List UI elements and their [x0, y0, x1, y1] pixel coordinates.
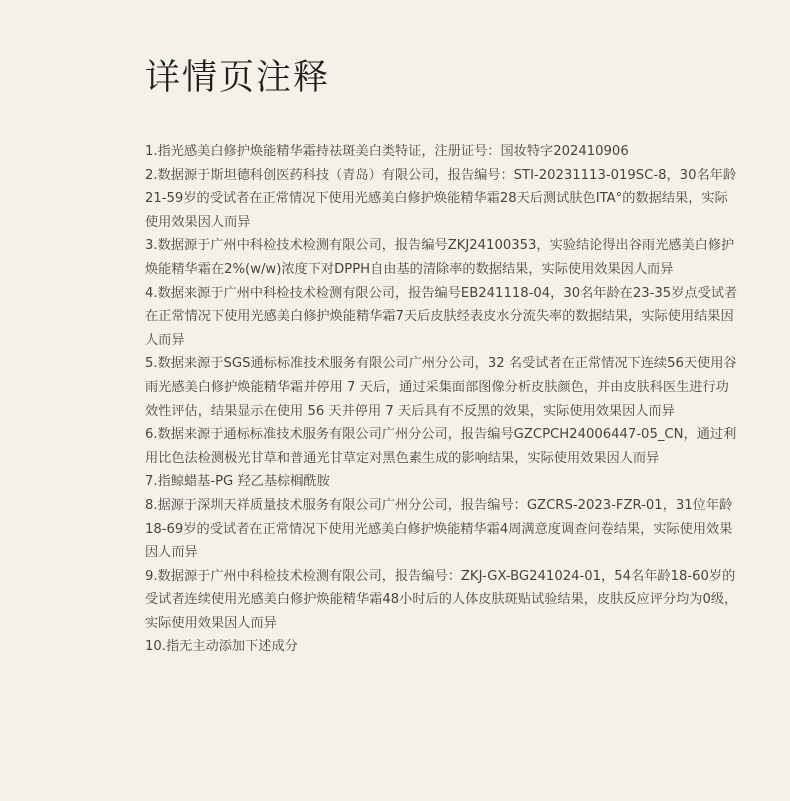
note-item-5: 5.数据来源于SGS通标标准技术服务有限公司广州分公司，32 名受试者在正常情况下连续56天使用谷雨光感美白修护焕能精华霜并停用 7 天后，通过采集面部图像分析皮肤颜色，并由皮肤科医生进行功效性评估，结果显示在使用 56 天并停用 7 天后具有不反黑的效果，实际使用效果因人而异	[145, 356, 737, 419]
note-item-8: 8.据源于深圳天祥质量技术服务有限公司广州分公司，报告编号：GZCRS-2023-FZR-01，31位年龄18-69岁的受试者在正常情况下使用光感美白修护焕能精华霜4周满意度调查问卷结果，实际使用效果因人而异	[145, 497, 733, 561]
note-item-9: 9.数据源于广州中科检技术检测有限公司，报告编号：ZKJ-GX-BG241024-01，54名年龄18-60岁的受试者连续使用光感美白修护焕能精华霜48小时后的人体皮肤斑贴试验结果，皮肤反应评分均为0级，实际使用效果因人而异	[145, 568, 738, 631]
notes-list	[145, 140, 740, 659]
note-item-2: 2.数据源于斯坦德科创医药科技（青岛）有限公司，报告编号：STI-20231113-019SC-8，30名年龄21-59岁的受试者在正常情况下使用光感美白修护焕能精华霜28天后测试肤色ITA°的数据结果，实际使用效果因人而异	[145, 167, 737, 230]
page-title: 详情页注释	[145, 58, 331, 98]
note-item-3: 3.数据源于广州中科检技术检测有限公司，报告编号ZKJ24100353，实验结论得出谷雨光感美白修护焕能精华霜在2%(w/w)浓度下对DPPH自由基的清除率的数据结果，实际使用效果因人而异	[145, 238, 735, 277]
note-item-1: 1.指光感美白修护焕能精华霜持祛斑美白类特证，注册证号：国妆特字202410906	[145, 144, 629, 159]
note-item-4: 4.数据来源于广州中科检技术检测有限公司，报告编号EB241118-04，30名年龄在23-35岁点受试者在正常情况下使用光感美白修护焕能精华霜7天后皮肤经表皮水分流失率的数据结果，实际使用结果因人而异	[145, 285, 738, 348]
note-item-6: 6.数据来源于通标标准技术服务有限公司广州分公司，报告编号GZCPCH24006447-05_CN，通过利用比色法检测极光甘草和普通光甘草定对黑色素生成的影响结果，实际使用效果因人而异	[145, 427, 737, 466]
note-item-10: 10.指无主动添加下述成分	[145, 639, 298, 655]
note-item-7: 7.指鲸蜡基-PG 羟乙基棕榈酰胺	[145, 474, 330, 490]
